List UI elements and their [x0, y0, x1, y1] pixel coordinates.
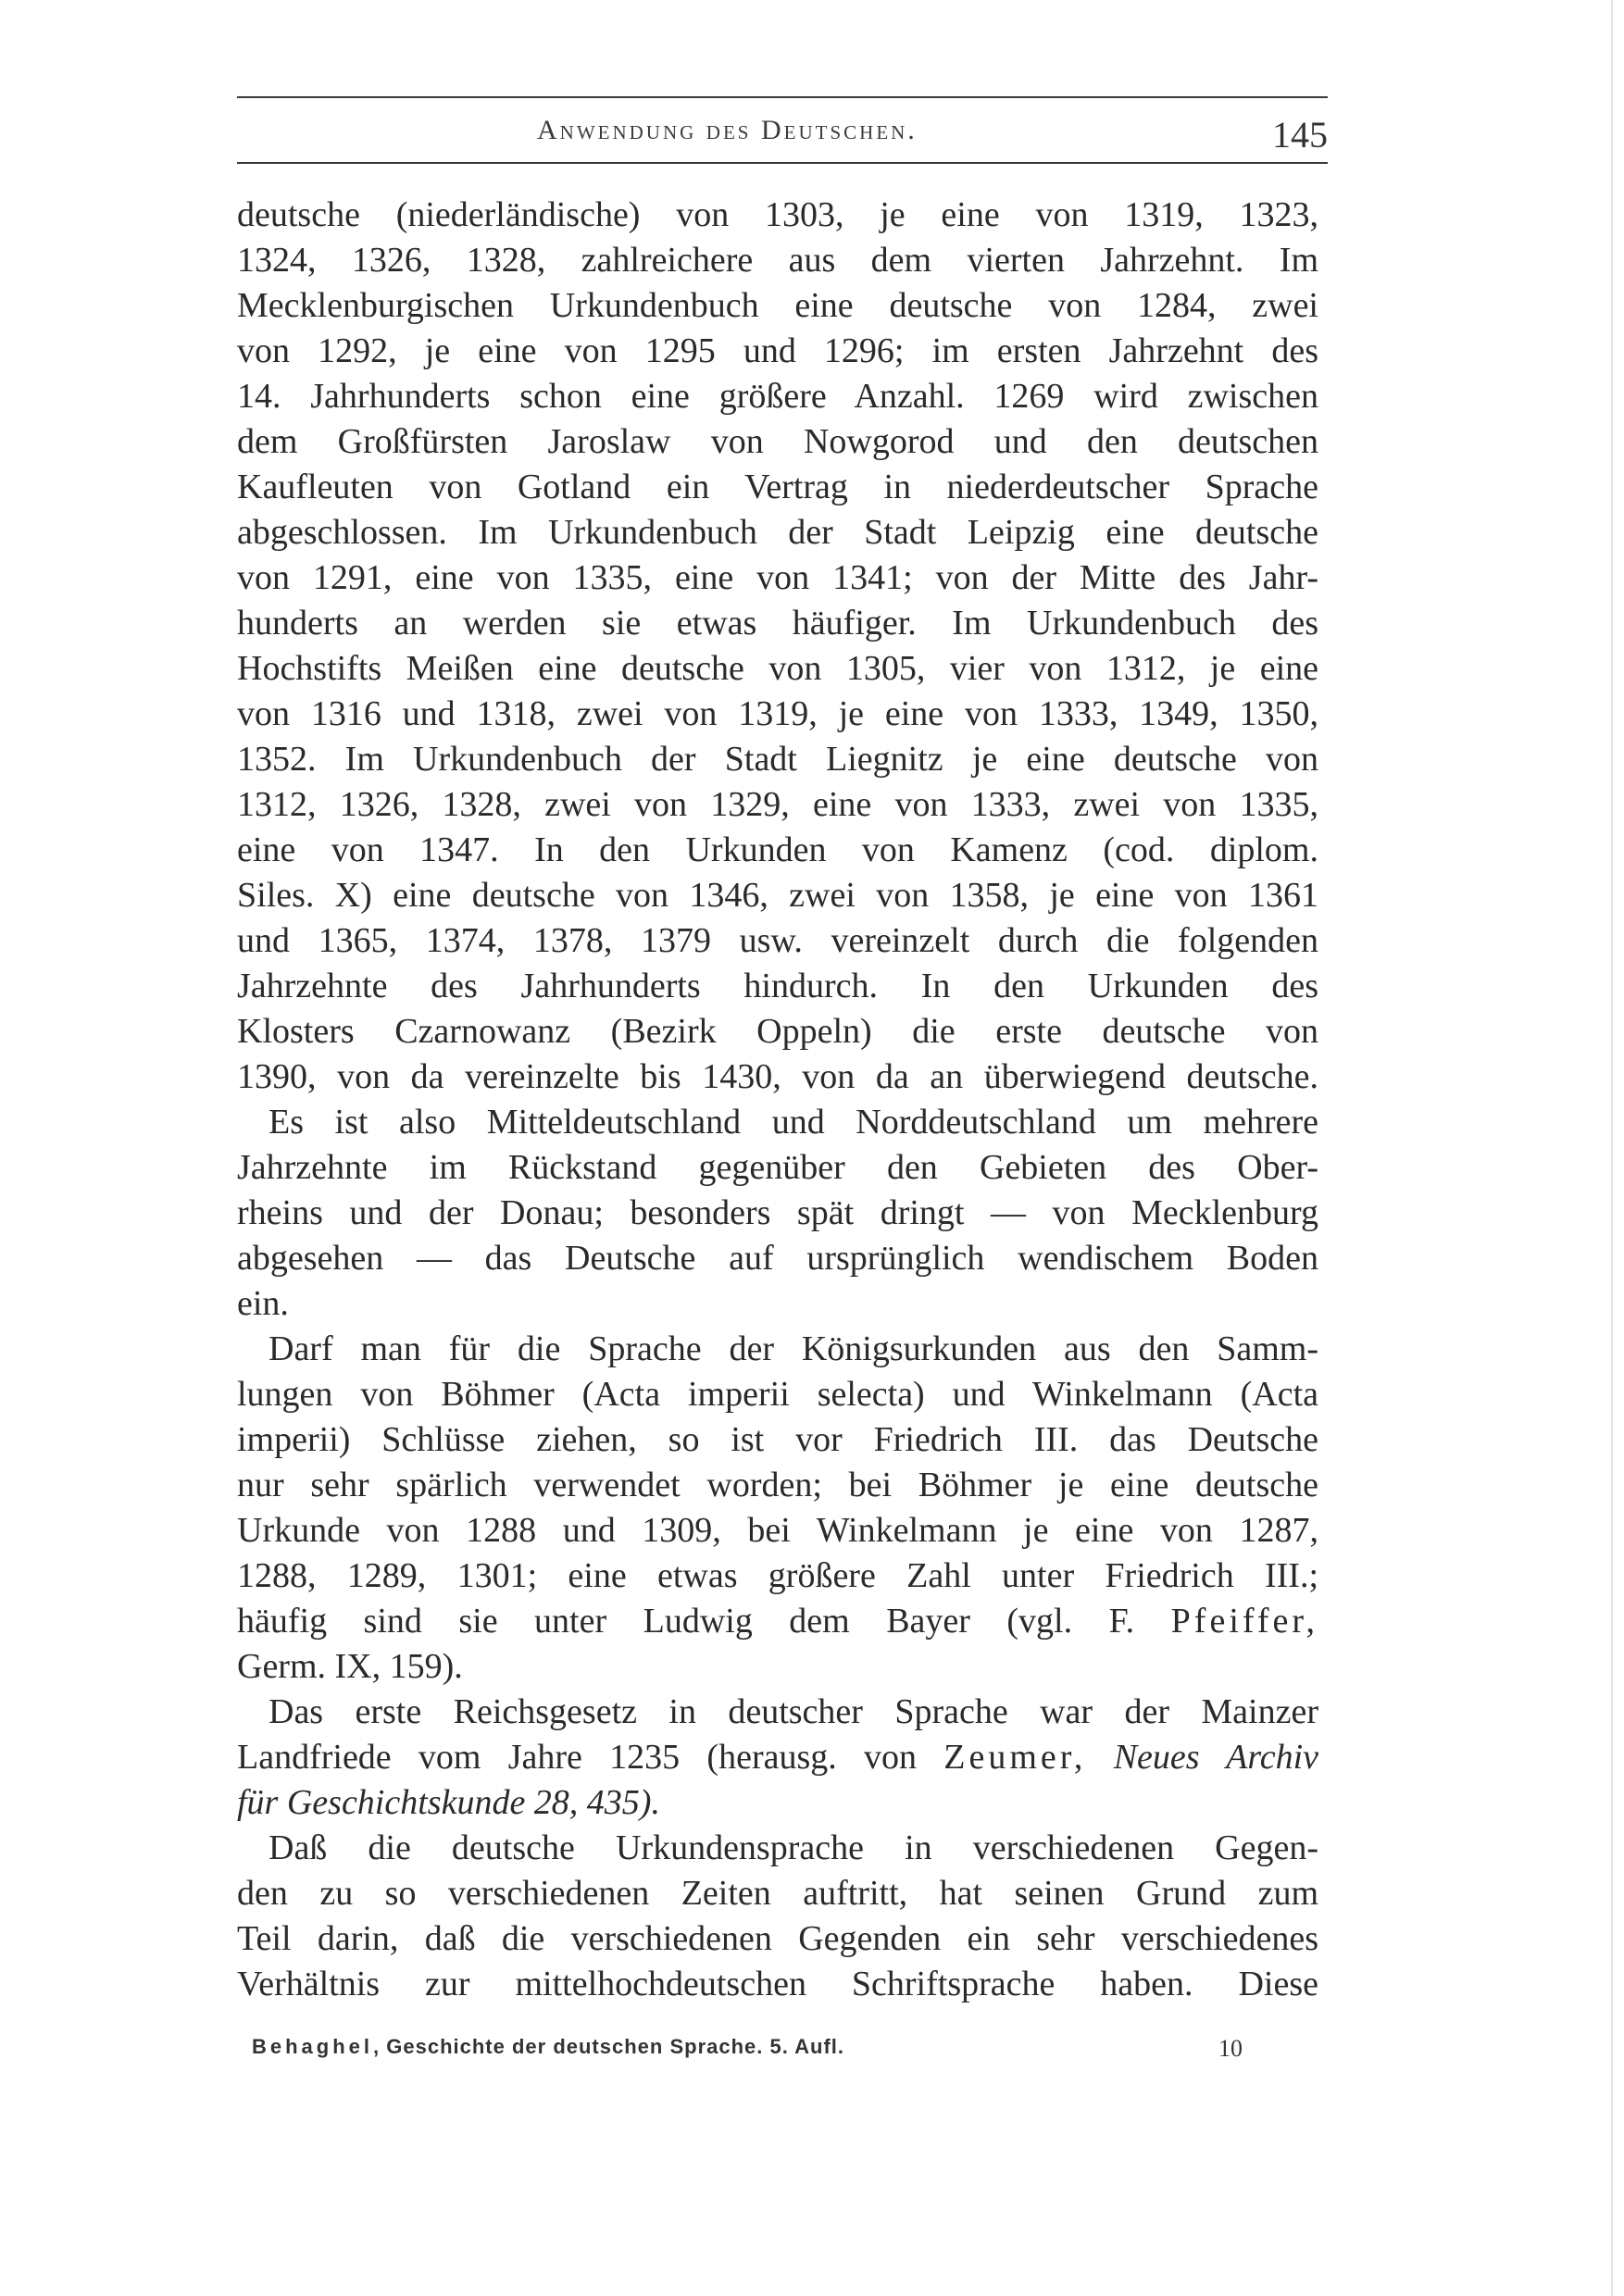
text-line: Siles. X) eine deutsche von 1346, zwei von 1358, je eine von 1361 [237, 876, 1318, 915]
text-fragment: Landfriede vom Jahre 1235 (herausg. von [237, 1738, 918, 1777]
text-line [237, 1780, 1318, 1826]
text-line: 1312, 1326, 1328, zwei von 1329, eine von 1333, zwei von 1335, [237, 785, 1318, 824]
text-line: Verhältnis zur mittelhochdeutschen Schriftsprache haben. Diese [237, 1965, 1318, 2003]
text-line: von 1291, eine von 1335, eine von 1341; von der Mitte des Jahr- [237, 558, 1318, 597]
header-rule-bottom [237, 162, 1328, 164]
text-fragment: häufig sind sie unter Ludwig dem Bayer (vgl. F. [237, 1602, 1135, 1641]
signature-mark: 10 [1218, 2035, 1243, 2062]
text-line: Kaufleuten von Gotland ein Vertrag in niederdeutscher Sprache [237, 468, 1318, 506]
text-line: Klosters Czarnowanz (Bezirk Oppeln) die erste deutsche von [237, 1012, 1318, 1051]
text-line: Jahrzehnte des Jahrhunderts hindurch. In den Urkunden des [237, 967, 1318, 1005]
text-line: Jahrzehnte im Rückstand gegenüber den Gebieten des Ober- [237, 1148, 1318, 1187]
text-line-pfeiffer [237, 1599, 1318, 1644]
footer-title: , Geschichte der deutschen Sprache. 5. Aufl. [373, 2035, 845, 2058]
text-line: Darf man für die Sprache der Königsurkunden aus den Samm- [269, 1329, 1318, 1368]
text-line: 14. Jahrhunderts schon eine größere Anzahl. 1269 wird zwischen [237, 377, 1318, 416]
text-line: 1324, 1326, 1328, zahlreichere aus dem vierten Jahrzehnt. Im [237, 241, 1318, 280]
text-line: von 1316 und 1318, zwei von 1319, je eine von 1333, 1349, 1350, [237, 694, 1318, 733]
footer-author: Behaghel [252, 2035, 374, 2058]
text-line: Germ. IX, 159). [237, 1647, 463, 1686]
scan-edge [1611, 0, 1613, 2296]
footer-citation [252, 2035, 844, 2059]
header-rule-top [237, 96, 1328, 98]
text-line: Teil darin, daß die verschiedenen Gegenden ein sehr verschiedenes [237, 1919, 1318, 1958]
text-line: hunderts an werden sie etwas häufiger. Im Urkundenbuch des [237, 604, 1318, 643]
text-line: imperii) Schlüsse ziehen, so ist vor Friedrich III. das Deutsche [237, 1420, 1318, 1459]
text-line: abgesehen — das Deutsche auf ursprünglich wendischem Boden [237, 1239, 1318, 1278]
text-line: Urkunde von 1288 und 1309, bei Winkelmann je eine von 1287, [237, 1511, 1318, 1550]
text-line: 1390, von da vereinzelte bis 1430, von da an überwiegend deutsche. [237, 1057, 1318, 1096]
text-line-zeumer [237, 1735, 1318, 1780]
text-line: eine von 1347. In den Urkunden von Kamenz (cod. diplom. [237, 830, 1318, 869]
author-name-spaced: Zeumer, [943, 1738, 1087, 1777]
text-line: und 1365, 1374, 1378, 1379 usw. vereinzelt durch die folgenden [237, 921, 1318, 960]
author-name-spaced: Pfeiffer, [1170, 1602, 1318, 1641]
text-line: rheins und der Donau; besonders spät dringt — von Mecklenburg [237, 1193, 1318, 1232]
text-line: 1288, 1289, 1301; eine etwas größere Zahl unter Friedrich III.; [237, 1556, 1318, 1595]
text-line: Hochstifts Meißen eine deutsche von 1305, vier von 1312, je eine [237, 649, 1318, 688]
text-line: deutsche (niederländische) von 1303, je eine von 1319, 1323, [237, 195, 1318, 234]
text-line: von 1292, je eine von 1295 und 1296; im ersten Jahrzehnt des [237, 331, 1318, 370]
journal-title-italic: für Geschichtskunde 28, 435). [237, 1783, 660, 1822]
page-number: 145 [1272, 114, 1328, 156]
text-line: Das erste Reichsgesetz in deutscher Sprache war der Mainzer [269, 1692, 1318, 1731]
text-line: nur sehr spärlich verwendet worden; bei Böhmer je eine deutsche [237, 1466, 1318, 1504]
running-head: Anwendung des Deutschen. [537, 115, 918, 145]
text-line: den zu so verschiedenen Zeiten auftritt, hat seinen Grund zum [237, 1874, 1318, 1913]
text-line: Mecklenburgischen Urkundenbuch eine deutsche von 1284, zwei [237, 286, 1318, 325]
body-text [237, 193, 1318, 2007]
text-line: 1352. Im Urkundenbuch der Stadt Liegnitz je eine deutsche von [237, 740, 1318, 779]
text-line: Daß die deutsche Urkundensprache in verschiedenen Gegen- [269, 1828, 1318, 1867]
text-line: dem Großfürsten Jaroslaw von Nowgorod und den deutschen [237, 422, 1318, 461]
text-line: lungen von Böhmer (Acta imperii selecta) und Winkelmann (Acta [237, 1375, 1318, 1414]
text-line: ein. [237, 1284, 289, 1323]
text-line: abgeschlossen. Im Urkundenbuch der Stadt Leipzig eine deutsche [237, 513, 1318, 552]
text-line: Es ist also Mitteldeutschland und Norddeutschland um mehrere [269, 1103, 1318, 1142]
journal-title-italic: Neues Archiv [1113, 1738, 1318, 1777]
